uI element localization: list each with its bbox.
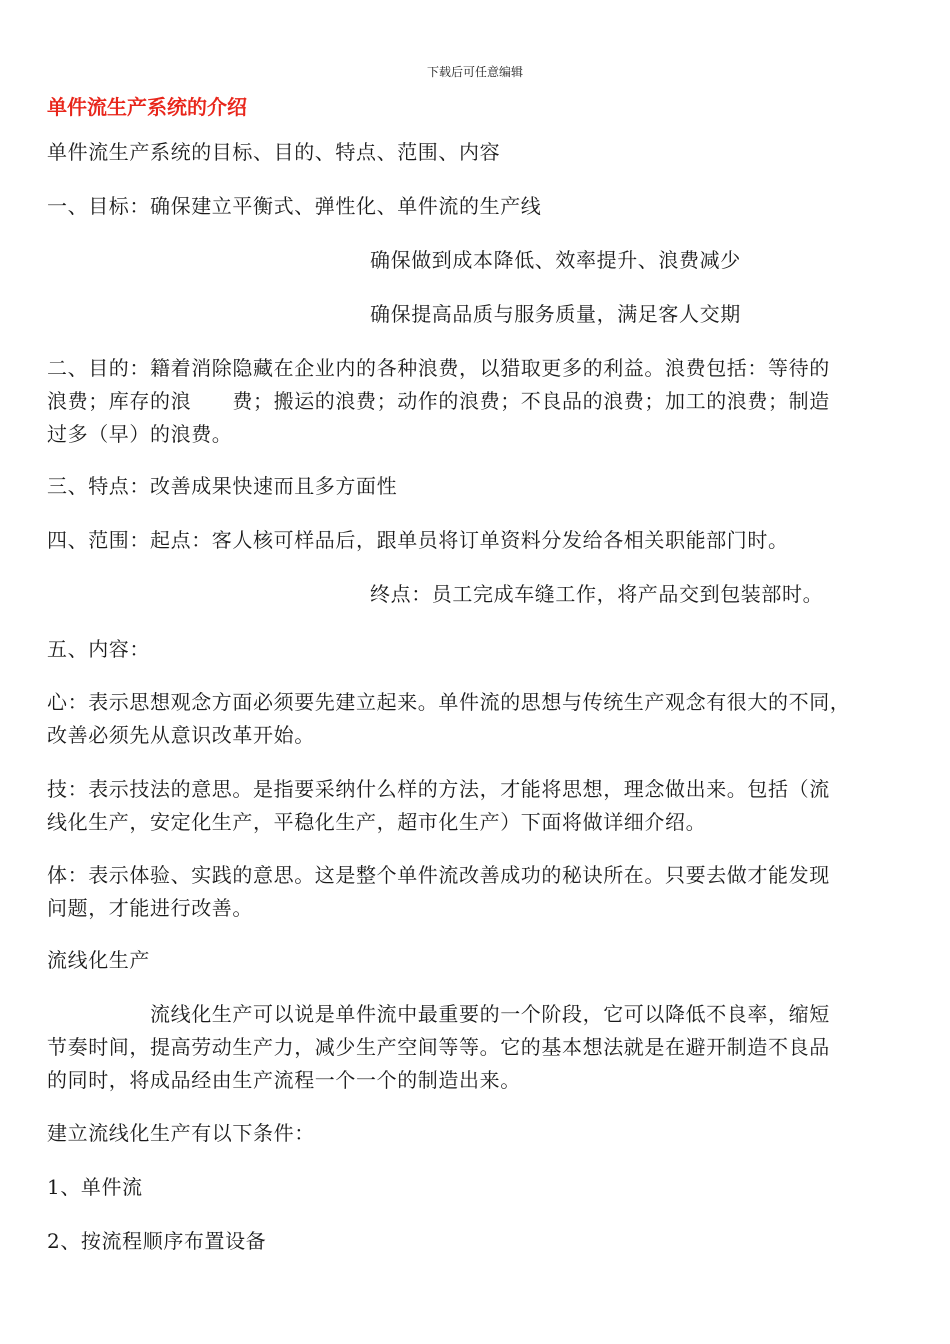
skill-row-2: 线化生产，安定化生产，平稳化生产，超市化生产）下面将做详细介绍。 xyxy=(47,810,707,834)
body-paragraph xyxy=(47,859,909,925)
flow-paragraph xyxy=(47,998,909,1097)
feature-line: 三、特点：改善成果快速而且多方面性 xyxy=(47,474,398,498)
conditions-heading: 建立流线化生产有以下条件： xyxy=(47,1121,315,1145)
content-heading: 五、内容： xyxy=(47,637,150,661)
header-note: 下载后可任意编辑 xyxy=(426,65,523,79)
condition-item: 2、按流程顺序布置设备 xyxy=(47,1229,267,1253)
subtitle: 单件流生产系统的目标、目的、特点、范围、内容 xyxy=(47,140,501,164)
scope-start-line: 四、范围：起点：客人核可样品后，跟单员将订单资料分发给各相关职能部门时。 xyxy=(47,528,789,552)
purpose-paragraph xyxy=(47,352,909,451)
flow-heading: 流线化生产 xyxy=(47,948,150,972)
document-title: 单件流生产系统的介绍 xyxy=(47,95,247,119)
skill-row-1: 技：表示技法的意思。是指要采纳什么样的方法，才能将思想，理念做出来。包括（流 xyxy=(47,777,830,801)
goal-line-1: 一、目标：确保建立平衡式、弹性化、单件流的生产线 xyxy=(47,194,542,218)
mind-row-2: 改善必须先从意识改革开始。 xyxy=(47,723,315,747)
flow-row-3: 的同时，将成品经由生产流程一个一个的制造出来。 xyxy=(47,1068,521,1092)
purpose-row-1: 二、目的：籍着消除隐藏在企业内的各种浪费，以猎取更多的利益。浪费包括：等待的 xyxy=(47,356,830,380)
flow-row-1: 流线化生产可以说是单件流中最重要的一个阶段，它可以降低不良率，缩短 xyxy=(47,1002,830,1026)
goal-line-3: 确保提高品质与服务质量，满足客人交期 xyxy=(370,302,741,326)
purpose-row-3: 过多（早）的浪费。 xyxy=(47,422,233,446)
purpose-row-2: 浪费；库存的浪 费；搬运的浪费；动作的浪费；不良品的浪费；加工的浪费；制造 xyxy=(47,389,830,413)
body-row-1: 体：表示体验、实践的意思。这是整个单件流改善成功的秘诀所在。只要去做才能发现 xyxy=(47,863,830,887)
skill-paragraph xyxy=(47,773,909,839)
condition-item: 1、单件流 xyxy=(47,1175,143,1199)
body-row-2: 问题，才能进行改善。 xyxy=(47,896,253,920)
scope-end-line: 终点：员工完成车缝工作，将产品交到包装部时。 xyxy=(370,582,824,606)
mind-paragraph xyxy=(47,686,909,752)
flow-row-2: 节奏时间，提高劳动生产力，减少生产空间等等。它的基本想法就是在避开制造不良品 xyxy=(47,1035,830,1059)
goal-line-2: 确保做到成本降低、效率提升、浪费减少 xyxy=(370,248,741,272)
mind-row-1: 心：表示思想观念方面必须要先建立起来。单件流的思想与传统生产观念有很大的不同， xyxy=(47,690,851,714)
